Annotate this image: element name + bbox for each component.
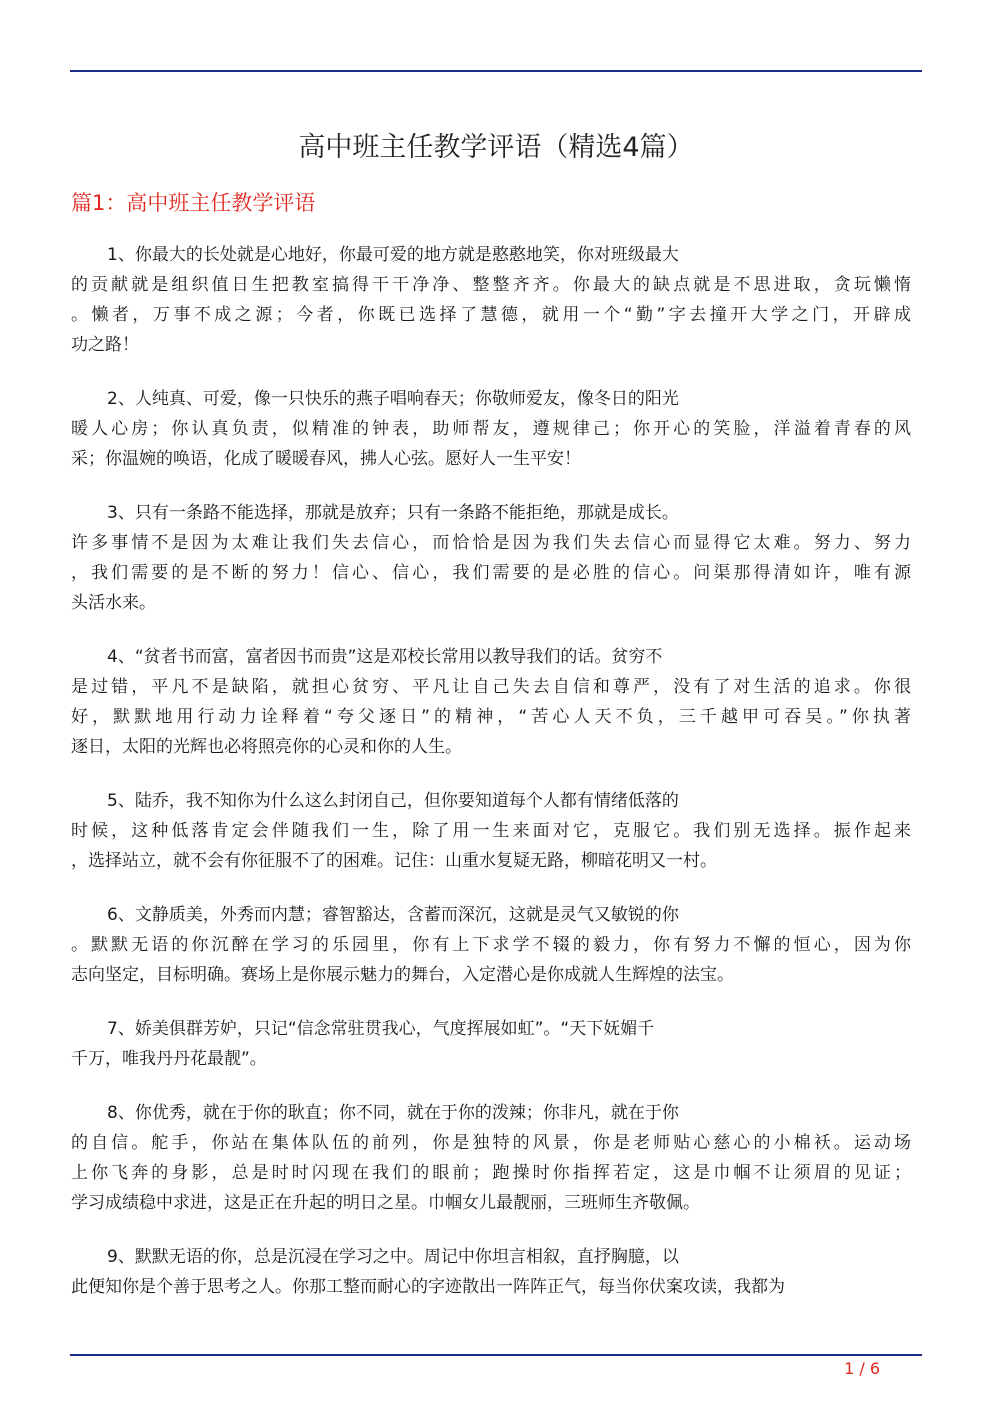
paragraph-line: 8、你优秀，就在于你的耿直；你不同，就在于你的泼辣；你非凡，就在于你 (107, 1103, 679, 1123)
paragraph-line: 采；你温婉的唤语，化成了暖暖春风，拂人心弦。愿好人一生平安！ (71, 449, 581, 469)
paragraph-line: 上你飞奔的身影，总是时时闪现在我们的眼前；跑操时你指挥若定，这是巾帼不让须眉的见证； (71, 1163, 911, 1183)
paragraph-line: 时候，这种低落肯定会伴随我们一生，除了用一生来面对它，克服它。我们别无选择。振作起来 (71, 821, 911, 841)
paragraph-line: 逐日，太阳的光辉也必将照亮你的心灵和你的人生。 (71, 737, 462, 757)
document-body (71, 240, 911, 1326)
paragraph (71, 1242, 911, 1302)
paragraph-line: 。懒者，万事不成之源；今者，你既已选择了慧德，就用一个“勤”字去撞开大学之门，开辟成 (71, 305, 911, 325)
paragraph-line: 学习成绩稳中求进，这是正在升起的明日之星。巾帼女儿最靓丽，三班师生齐敬佩。 (71, 1193, 700, 1213)
paragraph (71, 1014, 911, 1074)
paragraph-line: 9、默默无语的你，总是沉浸在学习之中。周记中你坦言相叙，直抒胸臆，以 (107, 1247, 679, 1267)
paragraph-line: 4、“贫者书而富，富者因书而贵”这是邓校长常用以教导我们的话。贫穷不 (107, 647, 663, 667)
paragraph-line: 2、人纯真、可爱，像一只快乐的燕子唱响春天；你敬师爱友，像冬日的阳光 (107, 389, 679, 409)
paragraph-line: ，选择站立，就不会有你征服不了的困难。记住：山重水复疑无路，柳暗花明又一村。 (71, 851, 717, 871)
footer-rule (70, 1354, 922, 1356)
page-number: 1 / 6 (844, 1359, 880, 1378)
paragraph (71, 900, 911, 990)
paragraph-line: ，我们需要的是不断的努力！信心、信心，我们需要的是必胜的信心。问渠那得清如许，唯有源 (71, 563, 911, 583)
paragraph-line: 千万，唯我丹丹花最靓”。 (71, 1049, 267, 1069)
section-heading: 篇1：高中班主任教学评语 (71, 191, 316, 215)
paragraph-line: 。默默无语的你沉醉在学习的乐园里，你有上下求学不辍的毅力，你有努力不懈的恒心，因为你 (71, 935, 911, 955)
paragraph-line: 6、文静质美，外秀而内慧；睿智豁达，含蓄而深沉，这就是灵气又敏锐的你 (107, 905, 679, 925)
paragraph-line: 的贡献就是组织值日生把教室搞得干干净净、整整齐齐。你最大的缺点就是不思进取，贪玩懒惰 (71, 275, 911, 295)
paragraph-line: 暖人心房；你认真负责，似精准的钟表，助师帮友，遵规律己；你开心的笑脸，洋溢着青春的风 (71, 419, 911, 439)
paragraph-line: 1、你最大的长处就是心地好，你最可爱的地方就是憨憨地笑，你对班级最大 (107, 245, 679, 265)
paragraph (71, 786, 911, 876)
paragraph-line: 5、陆乔，我不知你为什么这么封闭自己，但你要知道每个人都有情绪低落的 (107, 791, 679, 811)
paragraph-line: 是过错，平凡不是缺陷，就担心贫穷、平凡让自己失去自信和尊严，没有了对生活的追求。你很 (71, 677, 911, 697)
paragraph-line: 此便知你是个善于思考之人。你那工整而耐心的字迹散出一阵阵正气，每当你伏案攻读，我都为 (71, 1277, 785, 1297)
paragraph (71, 240, 911, 360)
paragraph-line: 头活水来。 (71, 593, 156, 613)
paragraph-line: 3、只有一条路不能选择，那就是放弃；只有一条路不能拒绝，那就是成长。 (107, 503, 679, 523)
paragraph (71, 498, 911, 618)
header-rule (70, 70, 922, 72)
paragraph-line: 志向坚定，目标明确。赛场上是你展示魅力的舞台，入定潜心是你成就人生辉煌的法宝。 (71, 965, 734, 985)
document-title: 高中班主任教学评语（精选4篇） (298, 132, 694, 163)
paragraph-line: 的自信。舵手，你站在集体队伍的前列，你是独特的风景，你是老师贴心慈心的小棉袄。运动场 (71, 1133, 911, 1153)
paragraph-line: 7、娇美俱群芳妒，只记“信念常驻贯我心，气度挥展如虹”。“天下妩媚千 (107, 1019, 655, 1039)
paragraph-line: 功之路！ (71, 335, 139, 355)
paragraph (71, 384, 911, 474)
paragraph (71, 642, 911, 762)
paragraph (71, 1098, 911, 1218)
paragraph-line: 许多事情不是因为太难让我们失去信心，而恰恰是因为我们失去信心而显得它太难。努力、努力 (71, 533, 911, 553)
paragraph-line: 好，默默地用行动力诠释着“夸父逐日”的精神，“苦心人天不负，三千越甲可吞吴。”你执著 (71, 707, 911, 727)
